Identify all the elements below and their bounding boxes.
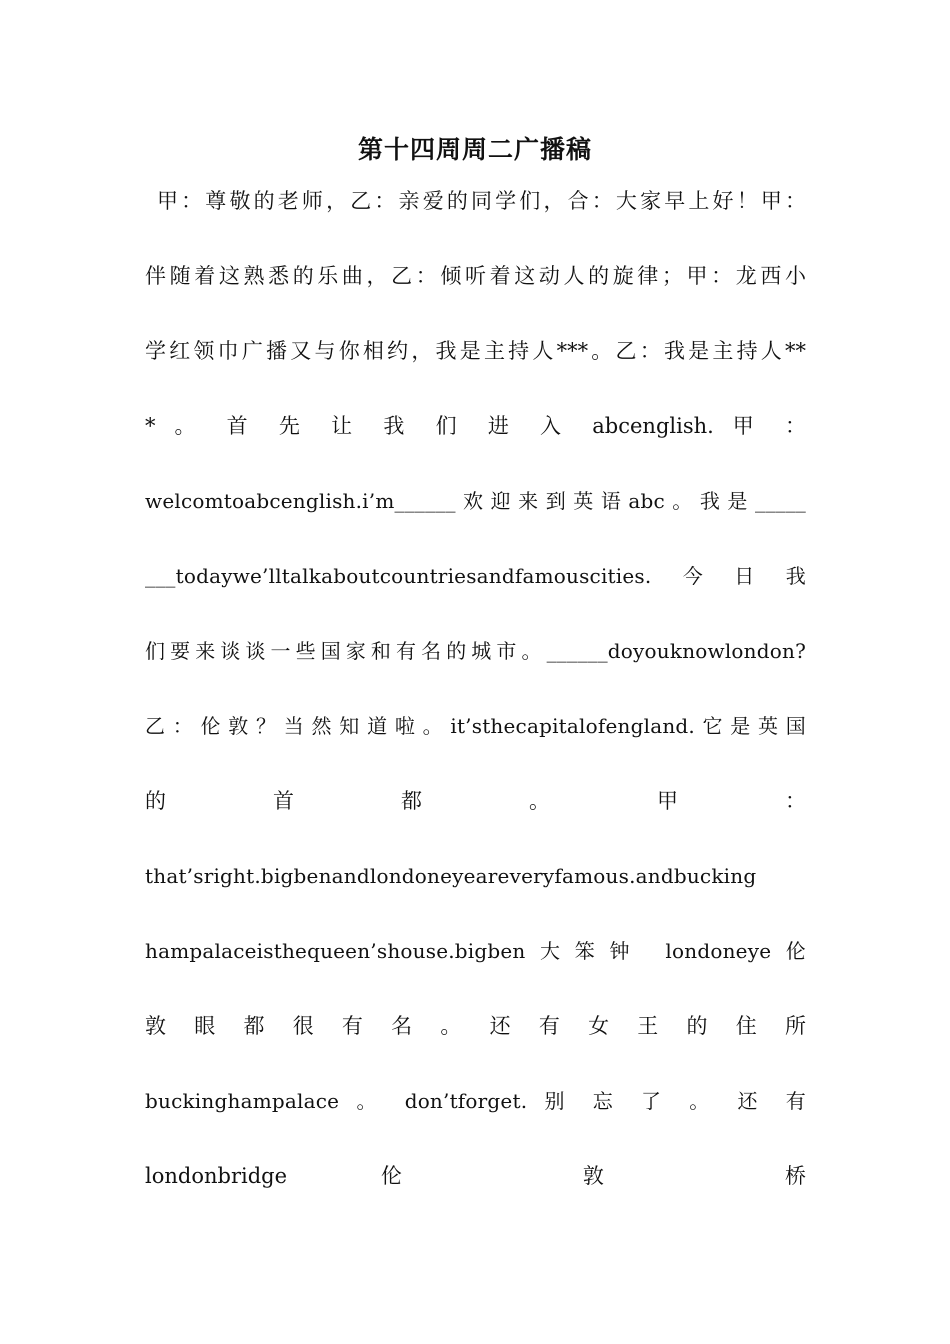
paragraph-line: 敦 眼 都 很 有 名 。 还 有 女 王 的 住 所	[145, 1014, 806, 1038]
paragraph-line: 们要来谈谈一些国家和有名的城市。______doyouknowlondon?	[145, 639, 806, 663]
paragraph-line: ___todaywe’lltalkaboutcountriesandfamouscities.今日我	[145, 564, 806, 588]
paragraph-line: 学红领巾广播又与你相约，我是主持人***。乙：我是主持人**	[145, 339, 806, 363]
paragraph-line: buckinghampalace 。 don’tforget. 别 忘 了 。 还 有	[145, 1089, 806, 1113]
paragraph-line: 伴随着这熟悉的乐曲，乙：倾听着这动人的旋律；甲：龙西小	[145, 264, 806, 288]
paragraph-line: 乙：伦敦？当然知道啦。it’sthecapitalofengland.它是英国	[145, 714, 806, 738]
paragraph-line: welcomtoabcenglish.i’m______欢迎来到英语abc。我是_____	[145, 489, 806, 513]
paragraph-line: that’sright.bigbenandlondoneyeareveryfamous.andbucking	[145, 864, 757, 888]
paragraph-line: * 。 首 先 让 我 们 进 入 abcenglish. 甲 ：	[145, 414, 806, 438]
document-title: 第十四周周二广播稿	[357, 135, 592, 164]
paragraph-line: londonbridge 伦 敦 桥	[145, 1164, 806, 1188]
paragraph-line: hampalaceisthequeen’shouse.bigben大笨钟 londoneye伦	[145, 939, 806, 963]
paragraph-line: 甲：尊敬的老师，乙：亲爱的同学们，合：大家早上好！甲：	[157, 189, 806, 213]
paragraph-line: 的 首 都 。 甲 ：	[145, 789, 806, 813]
